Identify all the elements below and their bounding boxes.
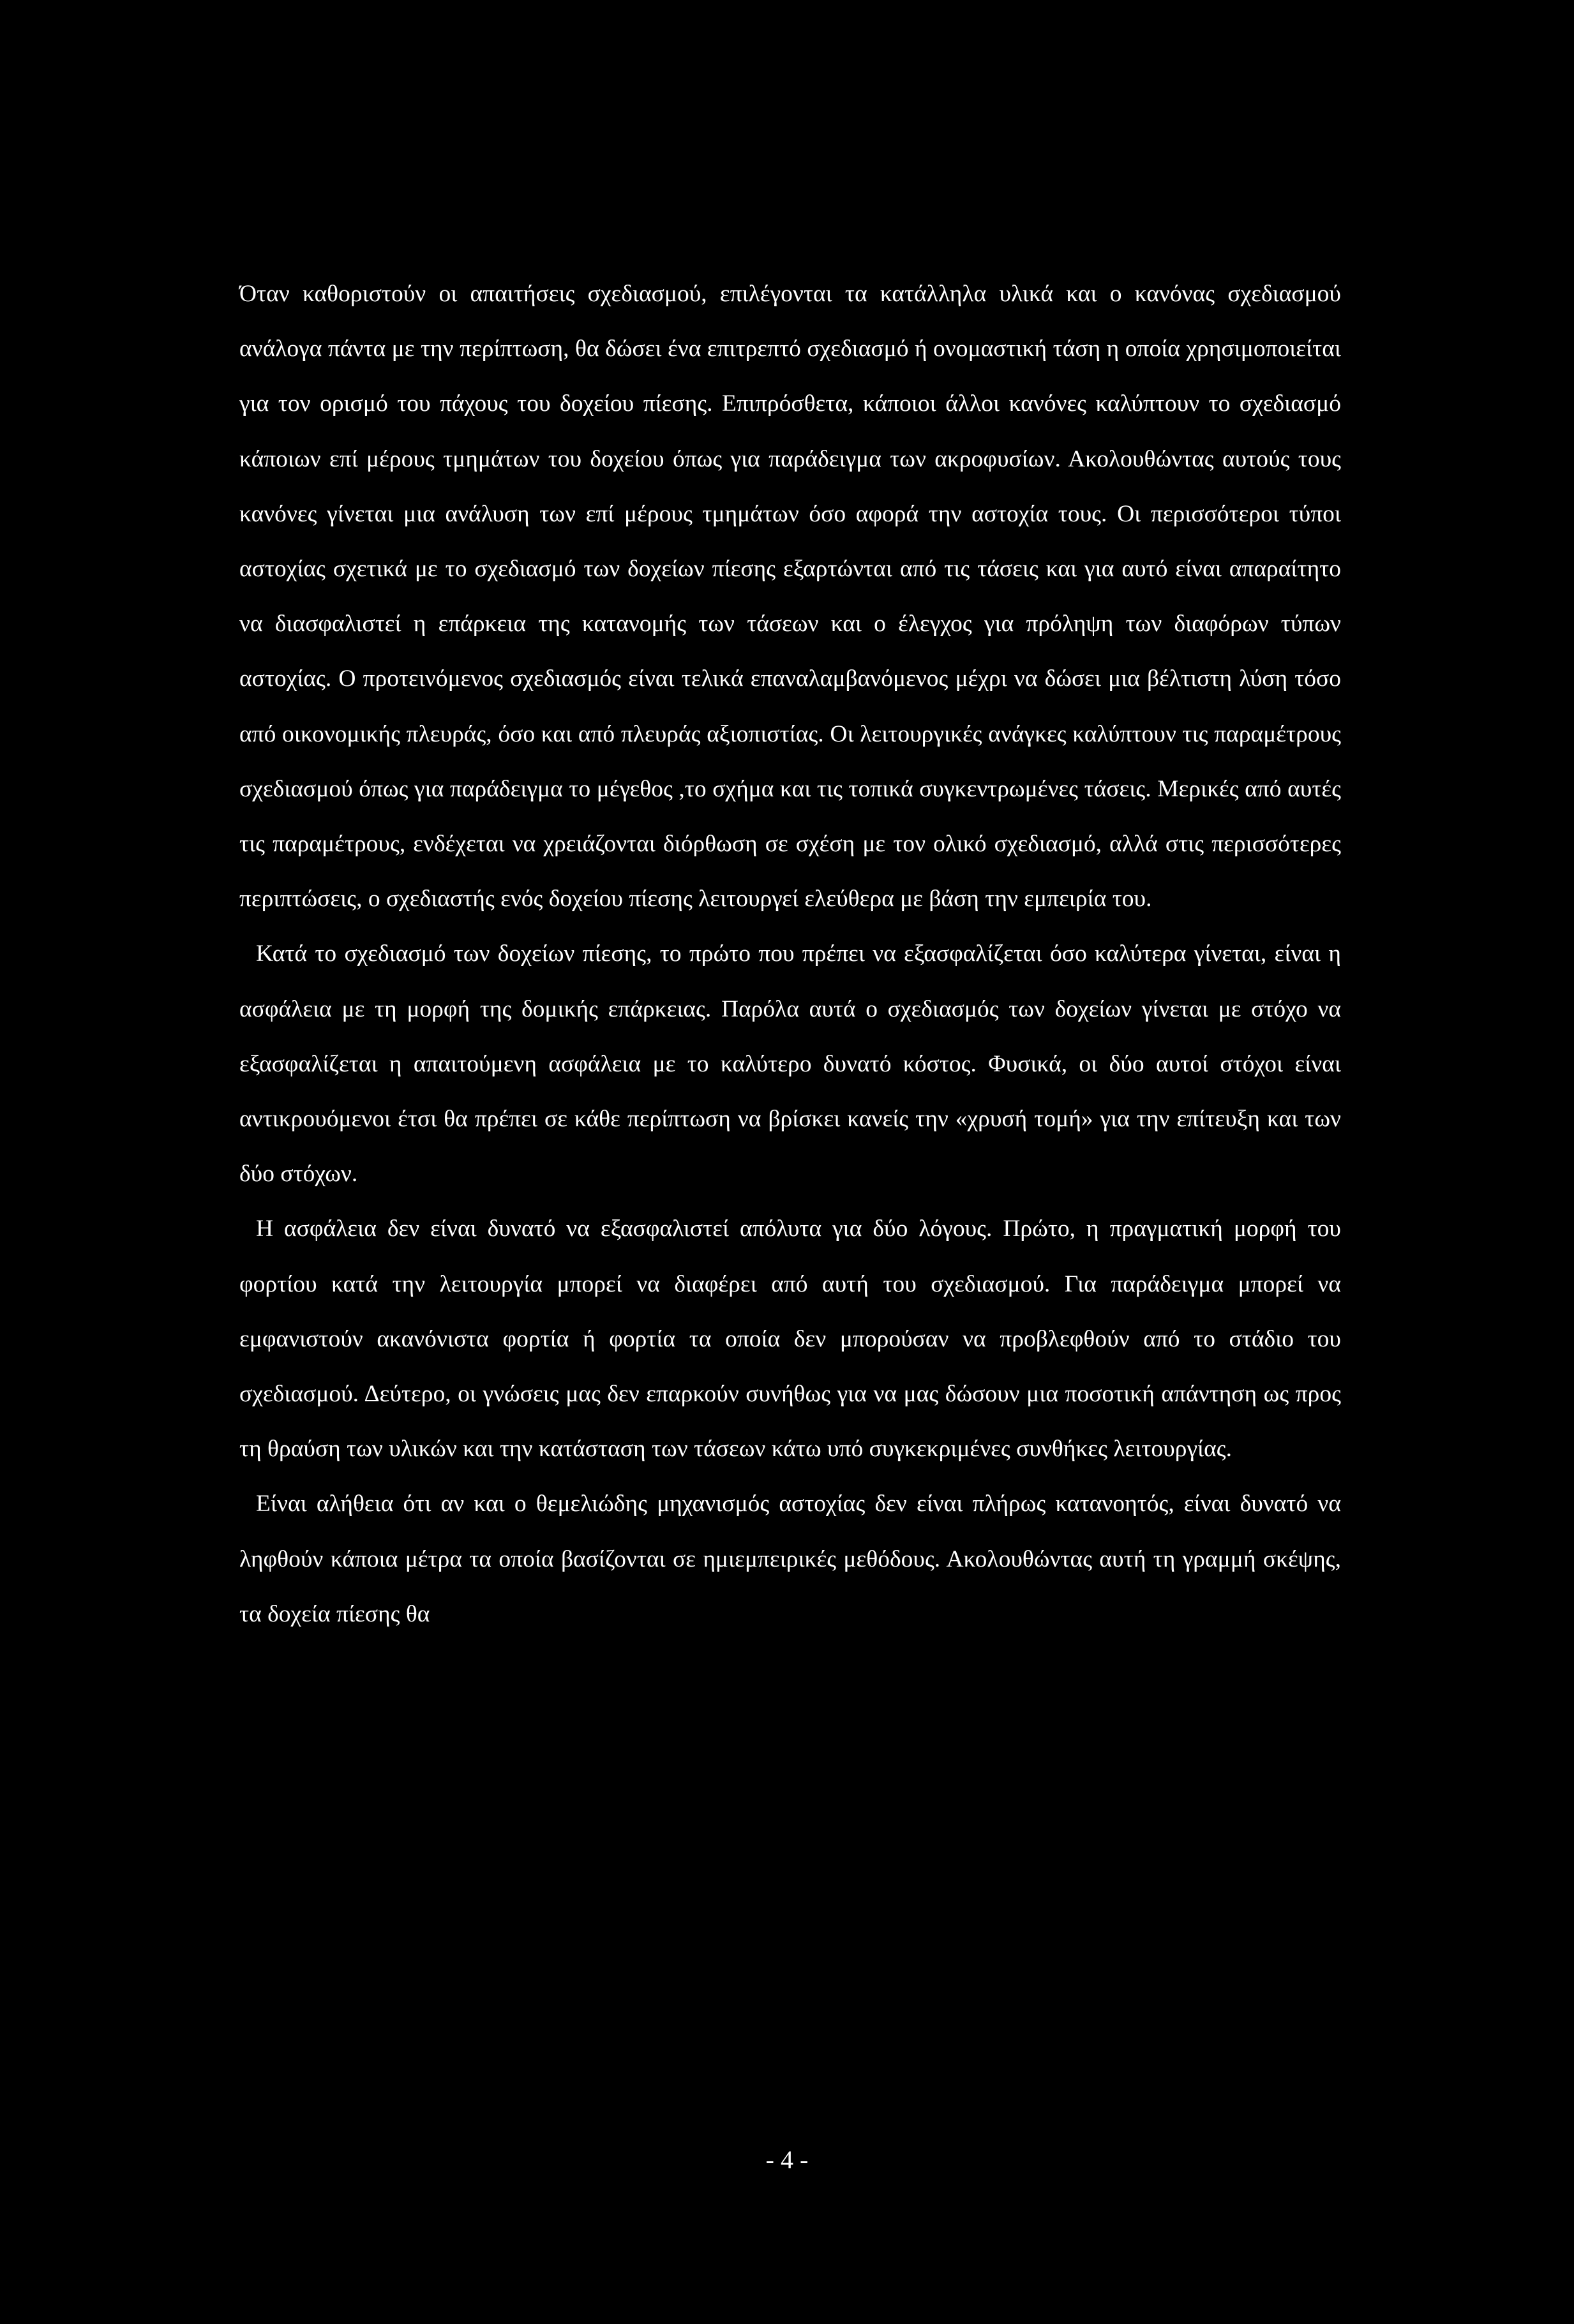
paragraph-3: Η ασφάλεια δεν είναι δυνατό να εξασφαλιστεί απόλυτα για δύο λόγους. Πρώτο, η πραγματική μορφή του φορτίου κατά την λειτουργία μπορεί να διαφέρει από αυτή του σχεδιασμού. Για παράδειγμα μπορεί να εμφανιστούν ακανόνιστα φορτία ή φορτία τα οποία δεν μπορούσαν να προβλεφθούν από το στάδιο του σχεδιασμού. Δεύτερο, οι γνώσεις μας δεν επαρκούν συνήθως για να μας δώσουν μια ποσοτική απάντηση ως προς τη θραύση των υλικών και την κατάσταση των τάσεων κάτω υπό συγκεκριμένες συνθήκες λειτουργίας. [239, 1216, 1341, 1463]
paragraph-1: Όταν καθοριστούν οι απαιτήσεις σχεδιασμού, επιλέγονται τα κατάλληλα υλικά και ο κανόνας σχεδιασμού ανάλογα πάντα με την περίπτωση, θα δώσει ένα επιτρεπτό σχεδιασμό ή ονομαστική τάση η οποία χρησιμοποιείται για τον ορισμό του πάχους του δοχείου πίεσης. Επιπρόσθετα, κάποιοι άλλοι κανόνες καλύπτουν το σχεδιασμό κάποιων επί μέρους τμημάτων του δοχείου όπως για παράδειγμα των ακροφυσίων. Ακολουθώντας αυτούς τους κανόνες γίνεται μια ανάλυση των επί μέρους τμημάτων όσο αφορά την αστοχία τους. Οι περισσότεροι τύποι αστοχίας σχετικά με το σχεδιασμό των δοχείων πίεσης εξαρτώνται από τις τάσεις και για αυτό είναι απαραίτητο να διασφαλιστεί η επάρκεια της κατανομής των τάσεων και ο έλεγχος για πρόληψη των διαφόρων τύπων αστοχίας. Ο προτεινόμενος σχεδιασμός είναι τελικά επαναλαμβανόμενος μέχρι να δώσει μια βέλτιστη λύση τόσο από οικονομικής πλευράς, όσο και από πλευράς αξιοπιστίας. Οι λειτουργικές ανάγκες καλύπτουν τις παραμέτρους σχεδιασμού όπως για παράδειγμα το μέγεθος ,το σχήμα και τις τοπικά συγκεντρωμένες τάσεις. Μερικές από αυτές τις παραμέτρους, ενδέχεται να χρειάζονται διόρθωση σε σχέση με τον ολικό σχεδιασμό, αλλά στις περισσότερες περιπτώσεις, ο σχεδιαστής ενός δοχείου πίεσης λειτουργεί ελεύθερα με βάση την εμπειρία του. [239, 281, 1341, 912]
page-number: - 4 - [765, 2145, 809, 2174]
body-text [239, 267, 1341, 1642]
paragraph-2: Κατά το σχεδιασμό των δοχείων πίεσης, το πρώτο που πρέπει να εξασφαλίζεται όσο καλύτερα γίνεται, είναι η ασφάλεια με τη μορφή της δομικής επάρκειας. Παρόλα αυτά ο σχεδιασμός των δοχείων γίνεται με στόχο να εξασφαλίζεται η απαιτούμενη ασφάλεια με το καλύτερο δυνατό κόστος. Φυσικά, οι δύο αυτοί στόχοι είναι αντικρουόμενοι έτσι θα πρέπει σε κάθε περίπτωση να βρίσκει κανείς την «χρυσή τομή» για την επίτευξη και των δύο στόχων. [239, 941, 1341, 1188]
paragraph-4: Είναι αλήθεια ότι αν και ο θεμελιώδης μηχανισμός αστοχίας δεν είναι πλήρως κατανοητός, είναι δυνατό να ληφθούν κάποια μέτρα τα οποία βασίζονται σε ημιεμπειρικές μεθόδους. Ακολουθώντας αυτή τη γραμμή σκέψης, τα δοχεία πίεσης θα [239, 1491, 1341, 1627]
